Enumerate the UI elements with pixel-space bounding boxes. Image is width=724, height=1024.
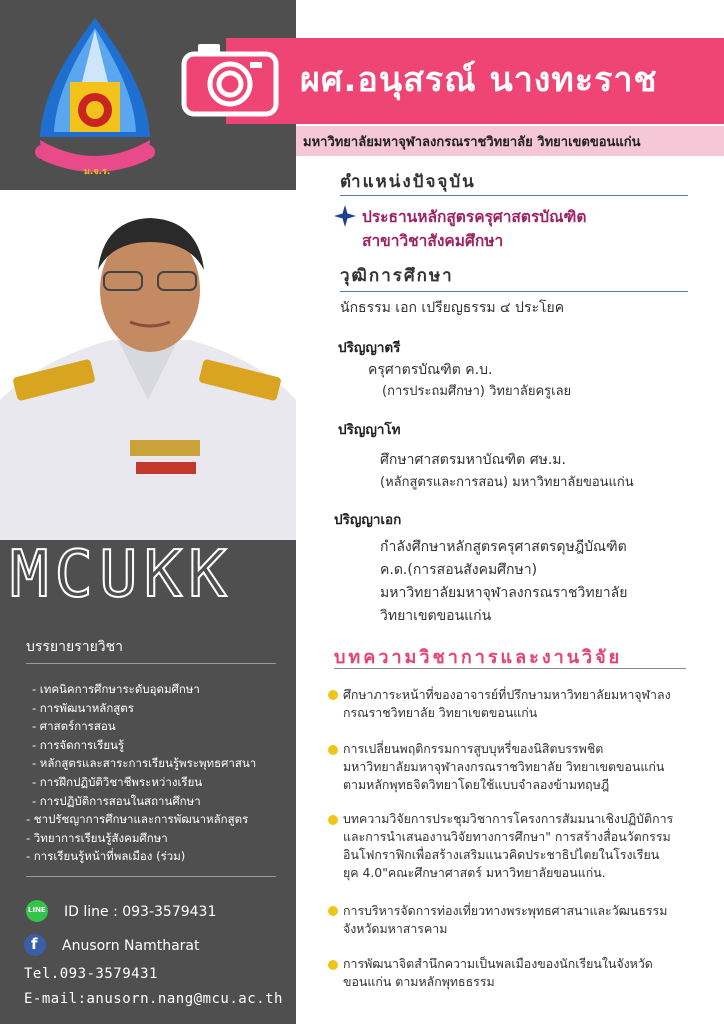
divider <box>26 663 276 664</box>
position-line: ประธานหลักสูตรครุศาสตรบัณฑิต <box>362 208 587 226</box>
course-item: - การพัฒนาหลักสูตร <box>32 700 134 715</box>
publication-line: การพัฒนาจิตสำนึกความเป็นพลเมืองของนักเรียนในจังหวัด <box>343 956 653 971</box>
doctor-line: กำลังศึกษาหลักสูตรครุศาสตรดุษฎีบัณฑิต <box>380 539 627 555</box>
course-item: - การฝึกปฏิบัติวิชาชีพระหว่างเรียน <box>32 774 203 789</box>
master-label: ปริญญาโท <box>338 422 401 438</box>
bullet-dot <box>328 745 338 755</box>
course-item: - การจัดการเรียนรู้ <box>32 737 125 752</box>
bullet-dot <box>328 906 338 916</box>
bullet-dot <box>328 690 338 700</box>
publication-line: ตามหลักพุทธจิตวิทยาโดยใช้แบบจำลองข้ามทฤษฎี <box>343 777 610 792</box>
master-detail: (หลักสูตรและการสอน) มหาวิทยาลัยขอนแก่น <box>380 475 634 490</box>
portrait-photo <box>0 190 296 540</box>
publication-line: กรณราชวิทยาลัย วิทยาเขตขอนแก่น <box>343 705 538 720</box>
doctor-line: วิทยาเขตขอนแก่น <box>380 608 492 624</box>
publication-line: บทความวิจัยการประชุมวิชาการโครงการสัมมนาเชิงปฏิบัติการ <box>343 811 674 826</box>
publication-line: และการนำเสนองานวิจัยทางการศึกษา" การสร้างสื่อนวัตกรรม <box>343 829 671 844</box>
doctor-line: ค.ด.(การสอนสังคมศึกษา) <box>380 562 538 578</box>
course-item: - การเรียนรู้หน้าที่พลเมือง (ร่วม) <box>26 849 186 864</box>
course-list <box>26 680 256 866</box>
publication-line: มหาวิทยาลัยมหาจุฬาลงกรณราชวิทยาลัย วิทยาเขตขอนแก่น <box>343 759 665 774</box>
bachelor-degree: ครุศาตรบัณฑิต ค.บ. <box>368 362 493 378</box>
bullet-dot <box>328 815 338 825</box>
facebook-icon: f <box>24 934 46 956</box>
publication-item <box>343 902 715 938</box>
publications-heading: บทความวิชาการและงานวิจัย <box>334 647 623 668</box>
course-item: - เทคนิคการศึกษาระดับอุดมศึกษา <box>32 682 200 696</box>
master-degree: ศึกษาศาสตรมหาบัณฑิต ศษ.ม. <box>380 452 566 468</box>
bachelor-label: ปริญญาตรี <box>338 340 401 356</box>
divider <box>334 668 686 669</box>
publication-line: การบริหารจัดการท่องเที่ยวทางพระพุทธศาสนาและวัฒนธรรม <box>343 903 668 918</box>
camera-icon <box>180 40 280 118</box>
publication-item <box>343 740 715 794</box>
course-item: - วิทยาการเรียนรู้สังคมศึกษา <box>26 830 168 845</box>
divider <box>340 291 688 292</box>
line-id: ID line : 093-3579431 <box>64 904 217 920</box>
publication-line: ยุค 4.0"คณะศึกษาศาสตร์ มหาวิทยาลัยขอนแก่น. <box>343 865 606 880</box>
position-heading: ตำแหน่งปัจจุบัน <box>340 172 476 192</box>
publication-line: อินโฟกราฟิกเพื่อสร้างเสริมแนวคิดประชาธิปไตยในโรงเรียน <box>343 847 660 862</box>
publication-line: ศึกษาภาระหน้าที่ของอาจารย์ที่ปรึกษามหาวิทยาลัยมหาจุฬาลง <box>343 687 671 702</box>
facebook-name: Anusorn Namtharat <box>62 938 200 954</box>
doctor-line: มหาวิทยาลัยมหาจุฬาลงกรณราชวิทยาลัย <box>380 585 628 601</box>
course-item: - การปฏิบัติการสอนในสถานศึกษา <box>32 793 201 808</box>
course-item: - ชาปรัชญาการศึกษาและการพัฒนาหลักสูตร <box>26 812 249 827</box>
publication-item <box>343 686 715 722</box>
star-icon <box>334 205 356 227</box>
religious-degree: นักธรรม เอก เปรียญธรรม ๔ ประโยค <box>340 300 565 316</box>
course-item: - หลักสูตรและสาระการเรียนรู้พระพุทธศาสนา <box>32 756 257 771</box>
doctor-label: ปริญญาเอก <box>334 512 402 528</box>
publication-line: ขอนแก่น ตามหลักพุทธธรรม <box>343 974 495 989</box>
university-emblem <box>30 12 160 182</box>
course-item: - ศาสตร์การสอน <box>32 719 116 734</box>
line-icon: LINE <box>26 900 48 922</box>
publication-line: การเปลี่ยนพฤติกรรมการสูบบุหรี่ของนิสิตบรรพชิต <box>343 741 604 756</box>
telephone: Tel.093-3579431 <box>24 966 158 982</box>
current-position <box>362 205 586 253</box>
publication-item <box>343 955 715 991</box>
divider <box>340 195 688 196</box>
publication-item <box>343 810 715 882</box>
person-name: ผศ.อนุสรณ์ นางทะราช <box>300 60 658 100</box>
bullet-dot <box>328 960 338 970</box>
courses-title: บรรยายรายวิชา <box>26 639 124 655</box>
brand-outline-text: MCUKK <box>10 538 233 612</box>
email: E-mail:anusorn.nang@mcu.ac.th <box>24 991 283 1007</box>
publication-line: จังหวัดมหาสารคาม <box>343 921 448 936</box>
bachelor-detail: (การประถมศึกษา) วิทยาลัยครูเลย <box>382 384 572 399</box>
divider <box>26 876 276 877</box>
university-name: มหาวิทยาลัยมหาจุฬาลงกรณราชวิทยาลัย วิทยาเขตขอนแก่น <box>303 135 641 150</box>
education-heading: วุฒิการศึกษา <box>340 266 454 286</box>
position-line: สาขาวิชาสังคมศึกษา <box>362 232 504 250</box>
emblem-label: ม.จ.ร. <box>84 167 111 177</box>
